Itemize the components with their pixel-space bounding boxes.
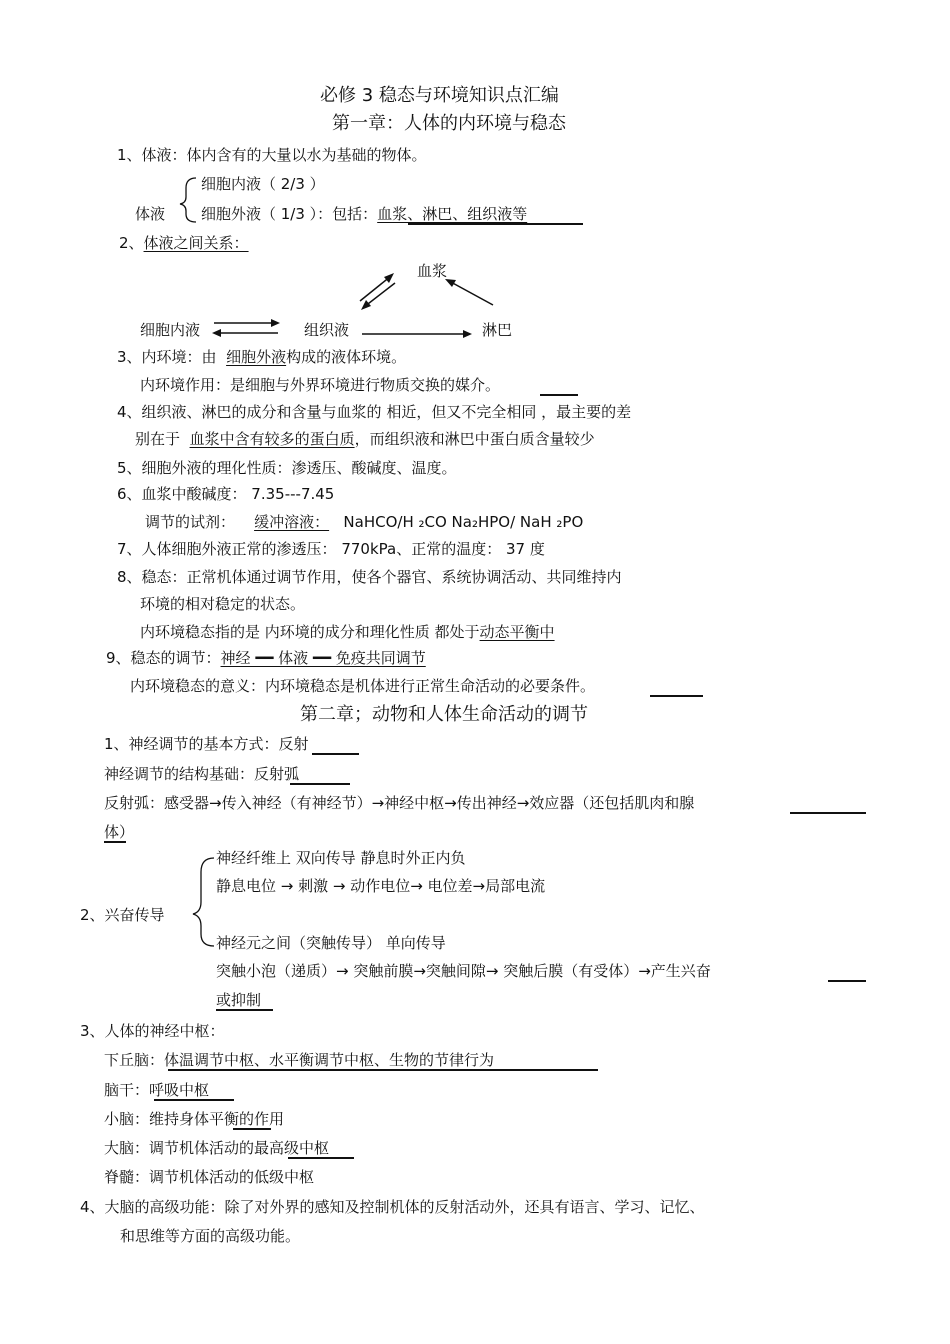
blank-line [154,1099,234,1101]
line-4-b: ，而组织液和淋巴中蛋白质含量较少 [354,430,595,448]
line-3 [117,347,406,367]
arrow-tissue-to-icf-head [212,329,221,337]
arrow-tissue-to-plasma-head [384,273,394,283]
diagram-plasma: 血浆 [417,262,448,280]
center-hypothalamus: 下丘脑：体温调节中枢、水平衡调节中枢、生物的节律行为 [104,1051,495,1069]
line-9-underlined: 神经 ━━ 体液 ━━ 免疫共同调节 [220,649,426,667]
blank-line [290,783,350,785]
line-4-a: 别在于 [135,430,181,448]
blank-line [540,394,578,396]
ecf-line [201,204,527,224]
line-9 [106,648,426,668]
line-2-number: 2、 [119,234,144,252]
conduction-potential: 静息电位 → 刺激 → 动作电位→ 电位差→局部电流 [216,877,546,895]
arrow-lymph-to-plasma [449,281,493,305]
conduction-synapse-cont: 或抑制 [216,991,262,1009]
line-1: 1、体液：体内含有的大量以水为基础的物体。 [117,146,427,164]
ch2-line-centers: 3、人体的神经中枢： [80,1022,225,1040]
diagram-lymph: 淋巴 [482,321,513,339]
center-cerebrum: 大脑：调节机体活动的最高级中枢 [104,1139,330,1157]
blank-line [104,841,126,843]
blank-line [216,1009,273,1011]
ch2-line-brain-functions-cont: 和思维等方面的高级功能。 [120,1227,301,1245]
buffer-underlined: 缓冲溶液： [254,513,330,531]
line-9-meaning: 内环境稳态的意义：内环境稳态是机体进行正常生命活动的必要条件。 [130,677,596,695]
center-spinal-cord: 脊髓：调节机体活动的低级中枢 [104,1168,315,1186]
arrow-icf-to-tissue-head [271,319,280,327]
blank-line [288,1157,354,1159]
line-2-underlined: 体液之间关系： [143,234,249,252]
conduction-synapse-detail: 突触小泡（递质）→ 突触前膜→突触间隙→ 突触后膜（有受体）→产生兴奋 [216,962,711,980]
line-6: 6、血浆中酸碱度： 7.35---7.45 [117,485,335,503]
homeostasis-underlined: 动态平衡中 [479,623,555,641]
blank-line [408,223,583,225]
ch2-line-2: 神经调节的结构基础：反射弧 [104,765,300,783]
blank-line [650,695,703,697]
ch2-line-3: 反射弧：感受器→传入神经（有神经节）→神经中枢→传出神经→效应器（还包括肌肉和腺 [104,794,695,812]
ch2-line-brain-functions: 4、大脑的高级功能：除了对外界的感知及控制机体的反射活动外，还具有语言、学习、记忆、 [80,1198,705,1216]
brace-body-fluid [180,178,196,222]
line-5: 5、细胞外液的理化性质：渗透压、酸碱度、温度。 [117,459,457,477]
buffer-a: 调节的试剂： [145,513,236,531]
body-fluid-label: 体液 [135,205,166,223]
arrow-plasma-to-tissue-head [361,300,371,310]
ecf-text: 细胞外液（ 1/3 ）：包括： [201,205,378,223]
page-title: 必修 3 稳态与环境知识点汇编 [320,85,559,106]
diagram-icf: 细胞内液 [140,321,201,339]
buffer-b: NaHCO/H ₂CO Na₂HPO/ NaH ₂PO [343,513,584,531]
diagram-tissue-fluid: 组织液 [304,321,350,339]
line-6-buffer [145,512,583,532]
center-cerebellum: 小脑：维持身体平衡的作用 [104,1110,285,1128]
brace-excitation [193,858,214,946]
conduction-fiber: 神经纤维上 双向传导 静息时外正内负 [216,849,466,867]
excitation-label: 2、兴奋传导 [80,906,165,924]
ch2-line-1: 1、神经调节的基本方式：反射 [104,735,309,753]
blank-line [168,1069,598,1071]
homeostasis-a: 内环境稳态指的是 内环境的成分和理化性质 都处于 [140,623,480,641]
line-4: 4、组织液、淋巴的成分和含量与血浆的 相近，但又不完全相同 ，最主要的差 [117,403,632,421]
icf-line: 细胞内液（ 2/3 ） [201,175,325,193]
line-7: 7、人体细胞外液正常的渗透压： 770kPa、正常的温度： 37 度 [117,540,545,558]
conduction-synapse: 神经元之间（突触传导） 单向传导 [216,934,446,952]
line-3-underlined: 细胞外液 [226,348,287,366]
chapter-1-heading: 第一章：人体的内环境与稳态 [332,113,566,134]
line-3-function: 内环境作用：是细胞与外界环境进行物质交换的媒介。 [140,376,501,394]
blank-line [828,980,866,982]
line-8-cont: 环境的相对稳定的状态。 [140,595,306,613]
line-3-a: 3、内环境：由 [117,348,217,366]
arrow-tissue-to-lymph-head [463,330,472,338]
line-8: 8、稳态：正常机体通过调节作用，使各个器官、系统协调活动、共同维持内 [117,568,622,586]
line-4-cont [135,429,595,449]
line-2 [119,233,249,253]
ch2-line-4: 体） [104,823,135,841]
line-4-underlined: 血浆中含有较多的蛋白质 [189,430,355,448]
ecf-underlined: 血浆、淋巴、组织液等 [377,205,528,223]
center-brainstem: 脑干：呼吸中枢 [104,1081,210,1099]
line-9-a: 9、稳态的调节： [106,649,221,667]
blank-line [790,812,866,814]
blank-line [233,1128,271,1130]
chapter-2-heading: 第二章；动物和人体生命活动的调节 [300,704,588,725]
line-8-homeostasis [140,622,555,642]
line-3-b: 构成的液体环境。 [286,348,407,366]
blank-line [312,753,359,755]
